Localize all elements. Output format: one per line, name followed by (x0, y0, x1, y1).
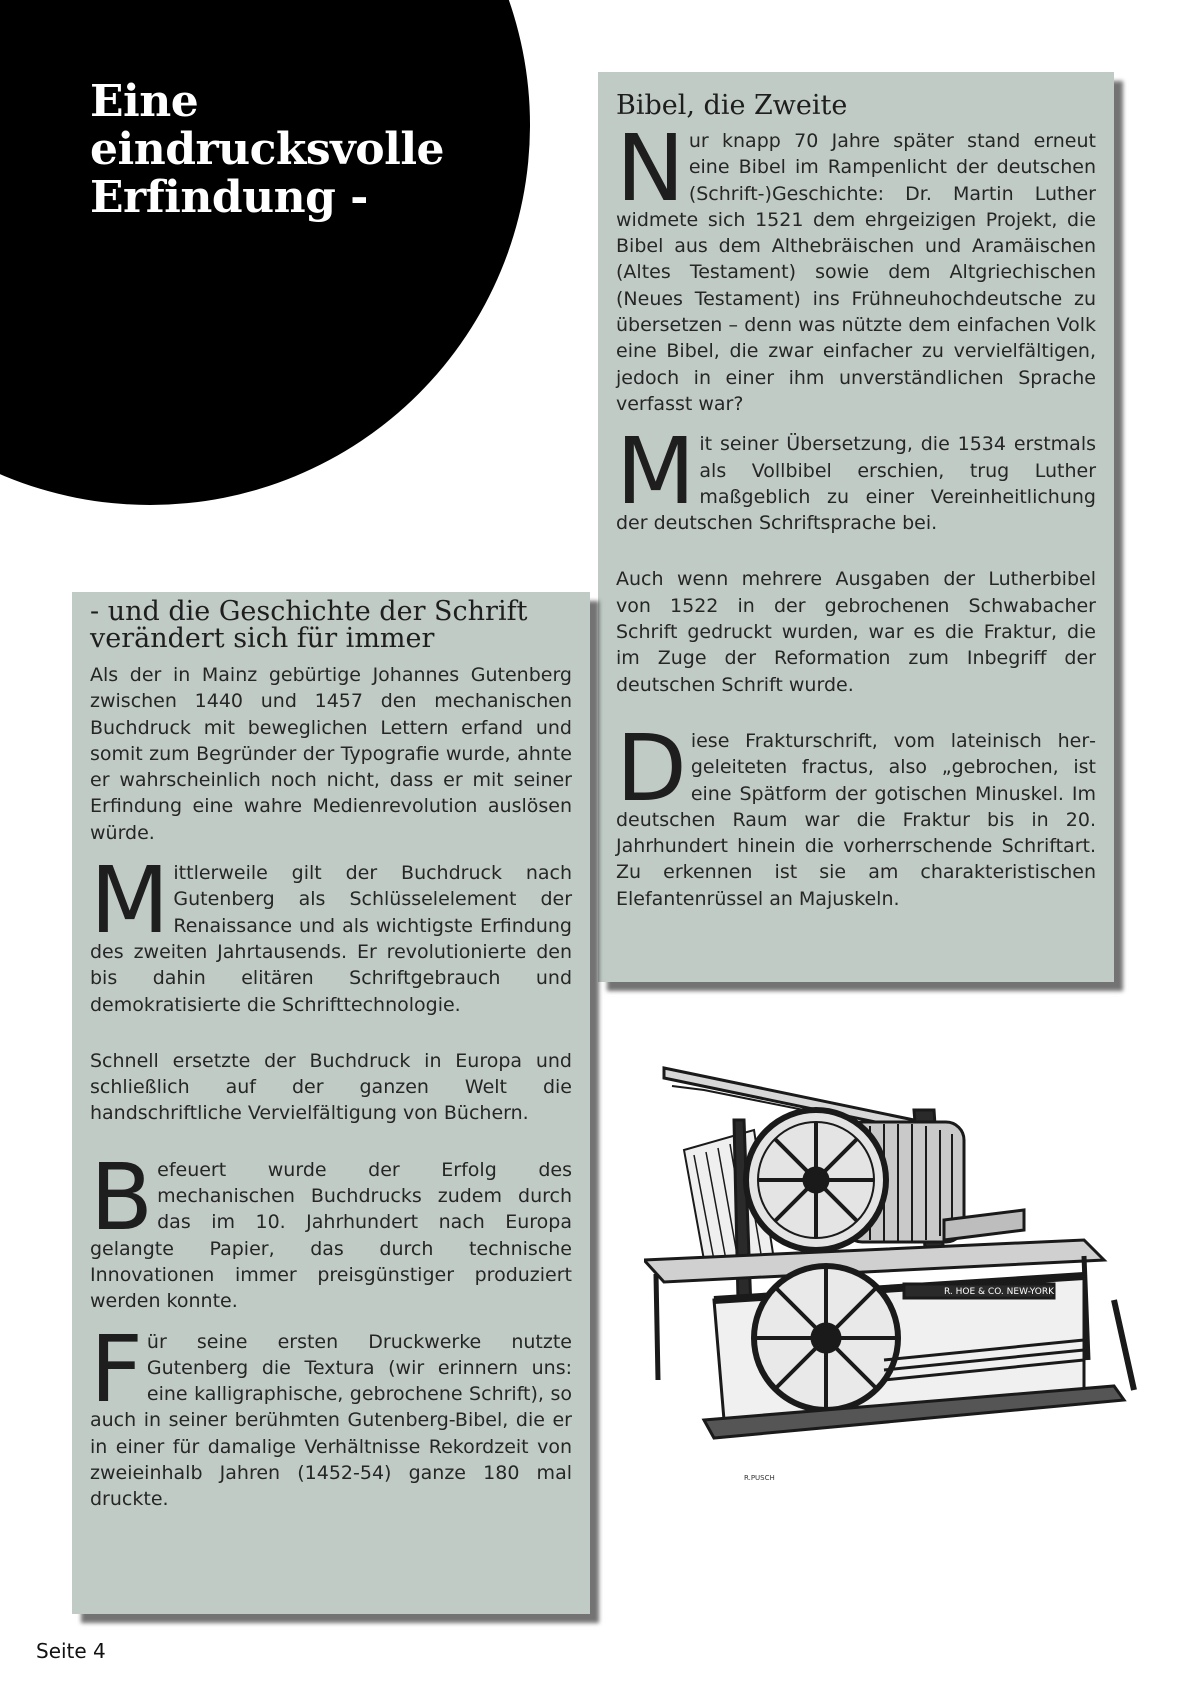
drop-cap: N (616, 115, 685, 222)
drop-cap: F (90, 1315, 143, 1423)
title-line-3: Erfindung - (90, 172, 368, 223)
paragraph-text: ur knapp 70 Jahre später stand erneut eine Bibel im Rampenlicht der deutschen (Schrift-)Geschichte: Dr. Martin Luther widmete sich 1521 dem ehrgeizigen Projekt, die Bibel aus dem Althebräischen und Aramäischen (Altes Testament) sowie dem Altgriechischen (Neues Testament) ins Frühneuhochdeutsche zu übersetzen – denn was nützte dem einfachen Volk eine Bibel, die zwar einfacher zu vervielfältigen, jedoch in einer ihm unverständlichen Sprache verfasst war? (616, 130, 1096, 415)
drop-cap: M (90, 847, 170, 955)
paragraph-text: iese Frakturschrift, vom lateinisch hergeleiteten fractus, also „gebrochen, ist eine Spätform der gotischen Minuskel. Im deutschen Raum war die Fraktur bis in 20. Jahrhundert hinein die vorherrschende Schriftart. Zu erkennen ist sie am charakteristischen Elefantenrüssel an Majuskeln. (616, 729, 1096, 910)
page-title (90, 78, 444, 222)
right-box-heading: Bibel, die Zweite (616, 90, 848, 121)
right-paragraph-1 (616, 115, 1096, 417)
paragraph-text: it seiner Übersetzung, die 1534 erstmals als Vollbibel erschien, trug Luther maßgeblich zu einer Vereinheitlichung der deutschen Schriftsprache bei. (616, 433, 1096, 535)
left-box-heading (90, 592, 572, 652)
left-paragraph-2 (90, 847, 572, 1018)
right-text-box (598, 72, 1114, 982)
left-paragraph-4 (90, 1143, 572, 1315)
drop-cap: B (90, 1143, 154, 1251)
heading-line-2: verändert sich für immer (90, 623, 435, 654)
title-line-1: Eine (90, 76, 199, 127)
left-paragraph-5 (90, 1315, 572, 1513)
drop-cap: D (616, 714, 687, 822)
press-plate-text: R. HOE & CO. NEW-YORK (944, 1287, 1055, 1297)
left-text-box (72, 592, 590, 1614)
page-number: Seite 4 (36, 1639, 106, 1663)
drop-cap: M (616, 418, 696, 526)
left-paragraph-1: Als der in Mainz gebürtige Johannes Gutenberg zwischen 1440 und 1457 den mechanischen Buchdruck mit beweglichen Lettern erfand und somit zum Begründer der Typografie wurde, ahnte er wahrscheinlich noch nicht, dass er mit seiner Erfindung eine wahre Medienrevolution auslösen würde. (90, 664, 572, 844)
printing-press-illustration (644, 1060, 1144, 1490)
paragraph-text: ür seine ersten Druckwerke nutzte Gutenberg die Textura (wir erinnern uns: eine kalligraphische, gebrochene Schrift), so auch in seiner berühmten Gutenberg-Bibel, die er in einer für damalige Verhältnisse Rekordzeit von zweieinhalb Jahren (1452-54) ganze 180 mal druckte. (90, 1330, 572, 1511)
right-paragraph-3: Auch wenn mehrere Ausgaben der Lutherbibel von 1522 in der gebrochenen Schwabacher Schrift gedruckt wurden, war es die Fraktur, die im Zuge der Reformation zum Inbegriff der deutschen Schrift wurde. (616, 568, 1096, 696)
paragraph-text: efeuert wurde der Erfolg des mechanischen Buchdrucks zudem durch das im 10. Jahrhundert nach Europa gelangte Papier, das durch technische Innovationen immer preisgünstiger produziert werden konnte. (90, 1158, 572, 1313)
right-paragraph-2 (616, 418, 1096, 536)
left-paragraph-3: Schnell ersetzte der Buchdruck in Europa und schließlich auf der ganzen Welt die handschriftliche Vervielfältigung von Büchern. (90, 1049, 572, 1125)
right-paragraph-4 (616, 714, 1096, 912)
engraver-signature: R.PUSCH (744, 1474, 775, 1482)
title-circle (0, 0, 530, 505)
title-line-2: eindrucksvolle (90, 124, 445, 175)
heading-line-1: - und die Geschichte der Schrift (90, 596, 528, 627)
paragraph-text: ittlerweile gilt der Buchdruck nach Gutenberg als Schlüsselelement der Renaissance und als wichtigste Erfindung des zweiten Jahrtausends. Er revolutionierte den bis dahin elitären Schriftgebrauch und demokratisierte die Schrifttechnologie. (90, 862, 572, 1016)
